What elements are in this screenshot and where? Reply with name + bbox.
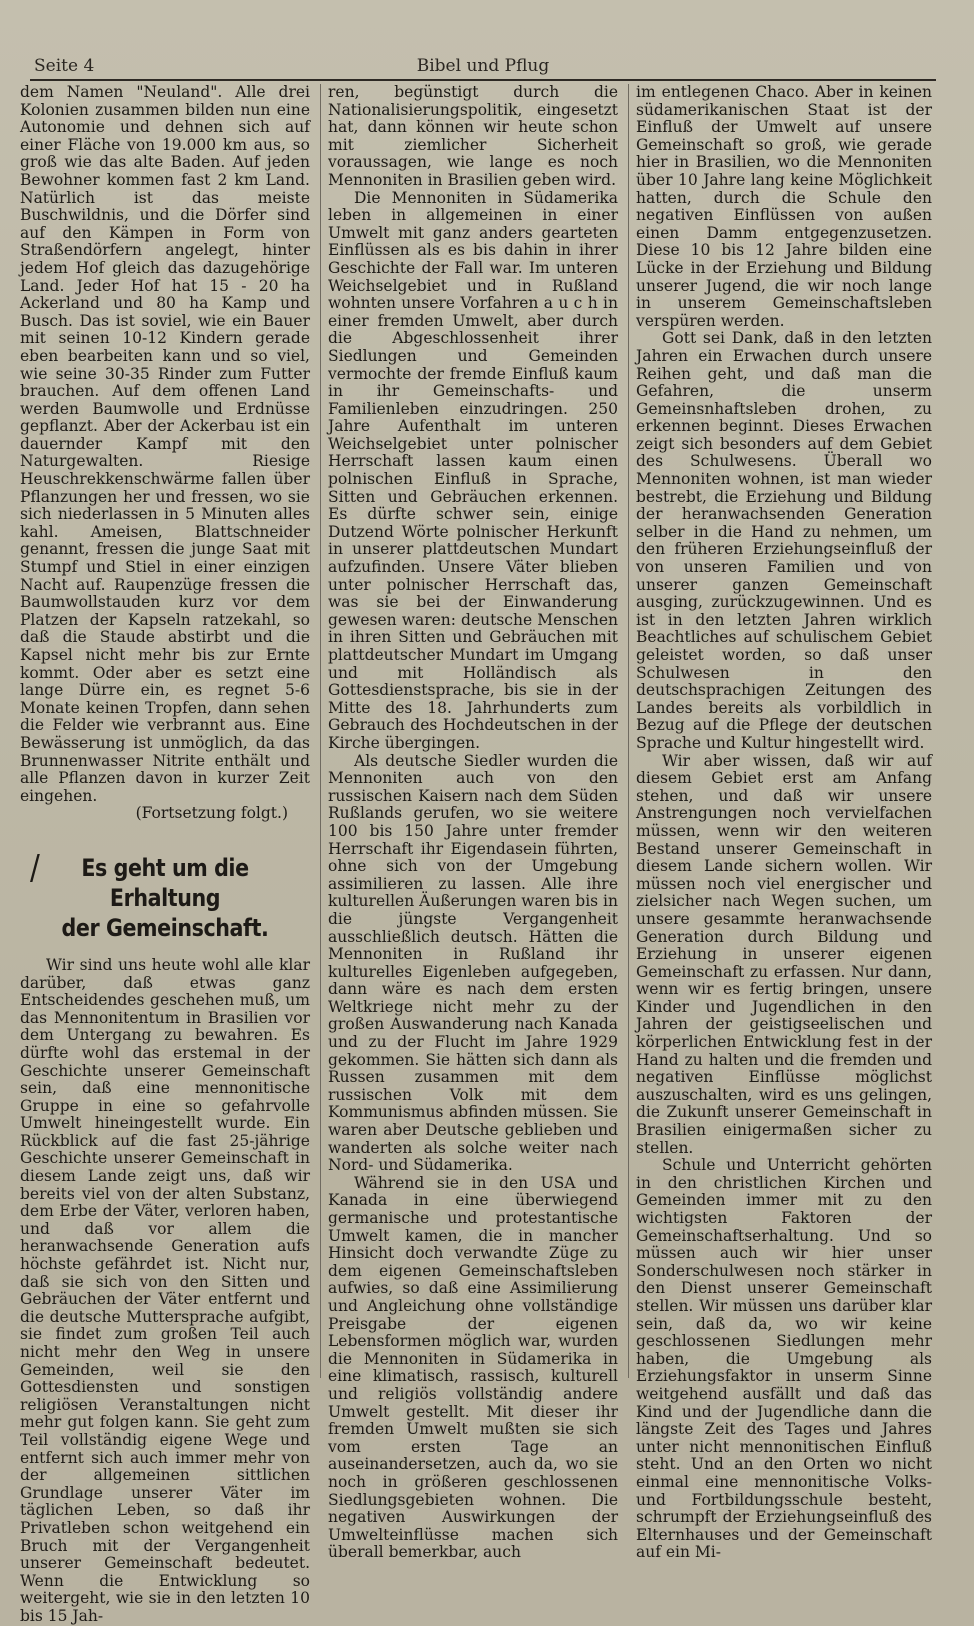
column-1 — [20, 84, 310, 1626]
continued-note: (Fortsetzung folgt.) — [135, 804, 288, 823]
paragraph: Wir sind uns heute wohl alle klar darüber, daß etwas ganz Entscheidendes geschehen muß, um das Mennonitentum in Brasilien vor dem Untergang zu bewahren. Es dürfte wohl das erstemal in der Geschichte unserer Gemeinschaft sein, daß eine mennonitische Gruppe in eine so gefahrvolle Umwelt hineingestellt wurde. Ein Rückblick auf die fast 25-jährige Geschichte unserer Gemeinschaft in diesem Lande zeigt uns, daß wir bereits viel von der alten Substanz, dem Erbe der Väter, verloren haben, und daß vor allem die heranwachsende Generation aufs höchste gefährdet ist. Nicht nur, daß sie sich von den Sitten und Gebräuchen der Väter entfernt und die deutsche Muttersprache aufgibt, sie findet zum großen Teil auch nicht mehr den Weg in unsere Gemeinden, weil sie den Gottesdiensten und sonstigen religiösen Veranstaltungen nicht mehr gut folgen kann. Sie geht zum Teil vollständig eigene Wege und entfernt sich auch immer mehr von der allgemeinen sittlichen Grundlage unserer Väter im täglichen Leben, so daß ihr Privatleben schon weitgehend ein Bruch mit der Vergangenheit unserer Gemeinschaft bedeutet. Wenn die Entwicklung so weitergeht, wie sie in den letzten 10 bis 15 Jah- — [20, 955, 310, 1625]
page-number: Seite 4 — [34, 56, 95, 76]
column-separator — [628, 84, 629, 1378]
header-rule — [30, 79, 936, 81]
paragraph: im entlegenen Chaco. Aber in keinen südamerikanischen Staat ist der Einfluß der Umwelt auf unsere Gemeinschaft so groß, wie gerade hier in Brasilien, wo die Mennoniten über 10 Jahre lang keine Möglichkeit hatten, durch die Schule den negativen Einflüssen von außen einen Damm entgegenzusetzen. Diese 10 bis 12 Jahre bilden eine Lücke in der Erziehung und Bildung unserer Jugend, die wir noch lange in unserem Gemeinschaftsleben verspüren werden. — [636, 83, 932, 330]
heading-line: Es geht um die Erhaltung — [81, 853, 249, 912]
paragraph: Wir aber wissen, daß wir auf diesem Gebiet erst am Anfang stehen, und daß wir unsere Anstrengungen noch vervielfachen müssen, wenn wir den weiteren Bestand unserer Gemeinschaft in diesem Lande sichern wollen. Wir müssen noch viel energischer und zielsicher nach Wegen suchen, um unsere gesammte heranwachsende Generation durch Bildung und Erziehung in unserer eigenen Gemeinschaft zu erfassen. Nur dann, wenn wir es fertig bringen, unsere Kinder und Jugendlichen in den Jahren der geistigseelischen und körperlichen Entwicklung fest in der Hand zu halten und die fremden und negativen Einflüsse möglichst auszuschalten, wird es uns gelingen, die Zukunft unserer Gemeinschaft in Brasilien einigermaßen sicher zu stellen. — [636, 751, 932, 1157]
paragraph: Gott sei Dank, daß in den letzten Jahren ein Erwachen durch unsere Reihen geht, und daß man die Gefahren, die unserm Gemeinsnhaftsleben drohen, zu erkennen beginnt. Dieses Erwachen zeigt sich besonders auf dem Gebiet des Schulwesens. Überall wo Mennoniten wohnen, ist man wieder bestrebt, die Erziehung und Bildung der heranwachsenden Generation selber in die Hand zu nehmen, um den früheren Erziehungseinfluß der von unseren Familien und von unserer ganzen Gemeinschaft ausging, zurückzugewinnen. Und es ist in den letzten Jahren wirklich Beachtliches auf schulischem Gebiet geleistet worden, so daß unser Schulwesen in den deutschsprachigen Zeitungen des Landes bereits als vorbildlich in Bezug auf die Pflege der deutschen Sprache und Kultur hingestellt wird. — [636, 329, 932, 752]
article-heading — [29, 847, 289, 943]
paragraph: Schule und Unterricht gehörten in den christlichen Kirchen und Gemeinden immer mit zu den wichtigsten Faktoren der Gemeinschaftserhaltung. Und so müssen auch wir hier unser Sonderschulwesen noch stärker in den Dienst unserer Gemeinschaft stellen. Wir müssen uns darüber klar sein, daß da, wo wir keine geschlossenen Siedlungen mehr haben, die Umgebung als Erziehungsfaktor in unserm Sinne weitgehend ausfällt und daß das Kind und der Jugendliche dann die längste Zeit des Tages und Jahres unter nicht mennonitischen Einfluß steht. Und an den Orten wo nicht einmal eine mennonitische Volks- und Fortbildungsschule besteht, schrumpft der Erziehungseinfluß des Elternhauses und der Gemeinschaft auf ein Mi- — [636, 1156, 932, 1562]
slash-mark: / — [29, 847, 40, 888]
column-2 — [328, 84, 618, 1562]
paragraph: dem Namen "Neuland". Alle drei Kolonien zusammen bilden nun eine Autonomie und dehnen sich auf einer Fläche von 19.000 km aus, so groß wie das alte Baden. Auf jeden Bewohner kommen fast 2 km Land. Natürlich ist das meiste Buschwildnis, und die Dörfer sind auf den Kämpen in Form von Straßendörfern angelegt, hinter jedem Hof gleich das dazugehörige Land. Jeder Hof hat 15 - 20 ha Ackerland und 80 ha Kamp und Busch. Das ist soviel, wie ein Bauer mit seinen 10-12 Kindern gerade eben bearbeiten kann und so viel, wie seine 30-35 Rinder zum Futter brauchen. Auf dem offenen Land werden Baumwolle und Erdnüsse gepflanzt. Aber der Ackerbau ist ein dauernder Kampf mit den Naturgewalten. Riesige Heuschrekkenschwärme fallen über Pflanzungen her und fressen, wo sie sich niederlassen in 5 Minuten alles kahl. Ameisen, Blattschneider genannt, fressen die junge Saat mit Stumpf und Stiel in einer einzigen Nacht auf. Raupenzüge fressen die Baumwollstauden kurz vor dem Platzen der Kapseln ratzekahl, so daß die Staude abstirbt und die Kapsel nicht mehr bis zur Ernte kommt. Oder aber es setzt eine lange Dürre ein, es regnet 5-6 Monate keinen Tropfen, dann sehen die Felder wie verbrannt aus. Eine Bewässerung ist unmöglich, da das Brunnenwasser Nitrite enthält und alle Pflanzen davon in kurzer Zeit eingehen. — [20, 83, 310, 805]
paragraph: Als deutsche Siedler wurden die Mennoniten auch von den russischen Kaisern nach dem Süden Rußlands gerufen, wo sie weitere 100 bis 150 Jahre unter fremder Herrschaft ihr Eigendasein führten, ohne sich von der Umgebung assimilieren zu lassen. Alle ihre kulturellen Äußerungen waren bis in die jüngste Vergangenheit ausschließlich deutsch. Hätten die Mennoniten in Rußland ihr kulturelles Eigenleben aufgegeben, dann wäre es nach dem ersten Weltkriege nicht mehr zu der großen Auswanderung nach Kanada und zu der Flucht im Jahre 1929 gekommen. Sie hätten sich dann als Russen zusammen mit dem russischen Volk mit dem Kommunismus abfinden müssen. Sie waren aber Deutsche geblieben und wanderten als solche weiter nach Nord- und Südamerika. — [328, 751, 618, 1175]
column-separator — [320, 84, 321, 1378]
column-3 — [636, 84, 932, 1562]
heading-line: der Gemeinschaft. — [61, 913, 269, 942]
paragraph: ren, begünstigt durch die Nationalisierungspolitik, eingesetzt hat, dann können wir heute schon mit ziemlicher Sicherheit voraussagen, wie lange es noch Mennoniten in Brasilien geben wird. — [328, 83, 618, 189]
paragraph: Die Mennoniten in Südamerika leben in allgemeinen in einer Umwelt mit ganz anders gearteten Einflüssen als es bis dahin in ihrer Geschichte der Fall war. Im unteren Weichselgebiet und in Rußland wohnten unsere Vorfahren a u c h in einer fremden Umwelt, aber durch die Abgeschlossenheit ihrer Siedlungen und Gemeinden vermochte der fremde Einfluß kaum in ihr Gemeinschafts- und Familienleben einzudringen. 250 Jahre Aufenthalt im unteren Weichselgebiet unter polnischer Herrschaft lassen kaum einen polnischen Einfluß in Sprache, Sitten und Gebräuchen erkennen. Es dürfte schwer sein, einige Dutzend Wörte polnischer Herkunft in unserer plattdeutschen Mundart aufzufinden. Unsere Väter blieben unter polnischer Herrschaft das, was sie bei der Einwanderung gewesen waren: deutsche Menschen in ihren Sitten und Gebräuchen mit plattdeutscher Mundart im Umgang und mit Holländisch als Gottesdienstsprache, bis sie in der Mitte des 18. Jahrhunderts zum Gebrauch des Hochdeutschen in der Kirche übergingen. — [328, 188, 618, 752]
page-header — [30, 54, 936, 80]
journal-title: Bibel und Pflug — [416, 56, 550, 76]
paragraph: Während sie in den USA und Kanada in eine überwiegend germanische und protestantische Umwelt kamen, die in mancher Hinsicht doch verwandte Züge zu dem eigenen Gemeinschaftsleben aufwies, so daß eine Assimilierung und Angleichung ohne vollständige Preisgabe der eigenen Lebensformen möglich war, wurden die Mennoniten in Südamerika in eine klimatisch, rassisch, kulturell und religiös vollständig andere Umwelt gestellt. Mit dieser ihr fremden Umwelt mußten sie sich vom ersten Tage an auseinandersetzen, auch da, wo sie noch in größeren geschlossenen Siedlungsgebieten wohnen. Die negativen Auswirkungen der Umwelteinflüsse machen sich überall bemerkbar, auch — [328, 1173, 618, 1562]
